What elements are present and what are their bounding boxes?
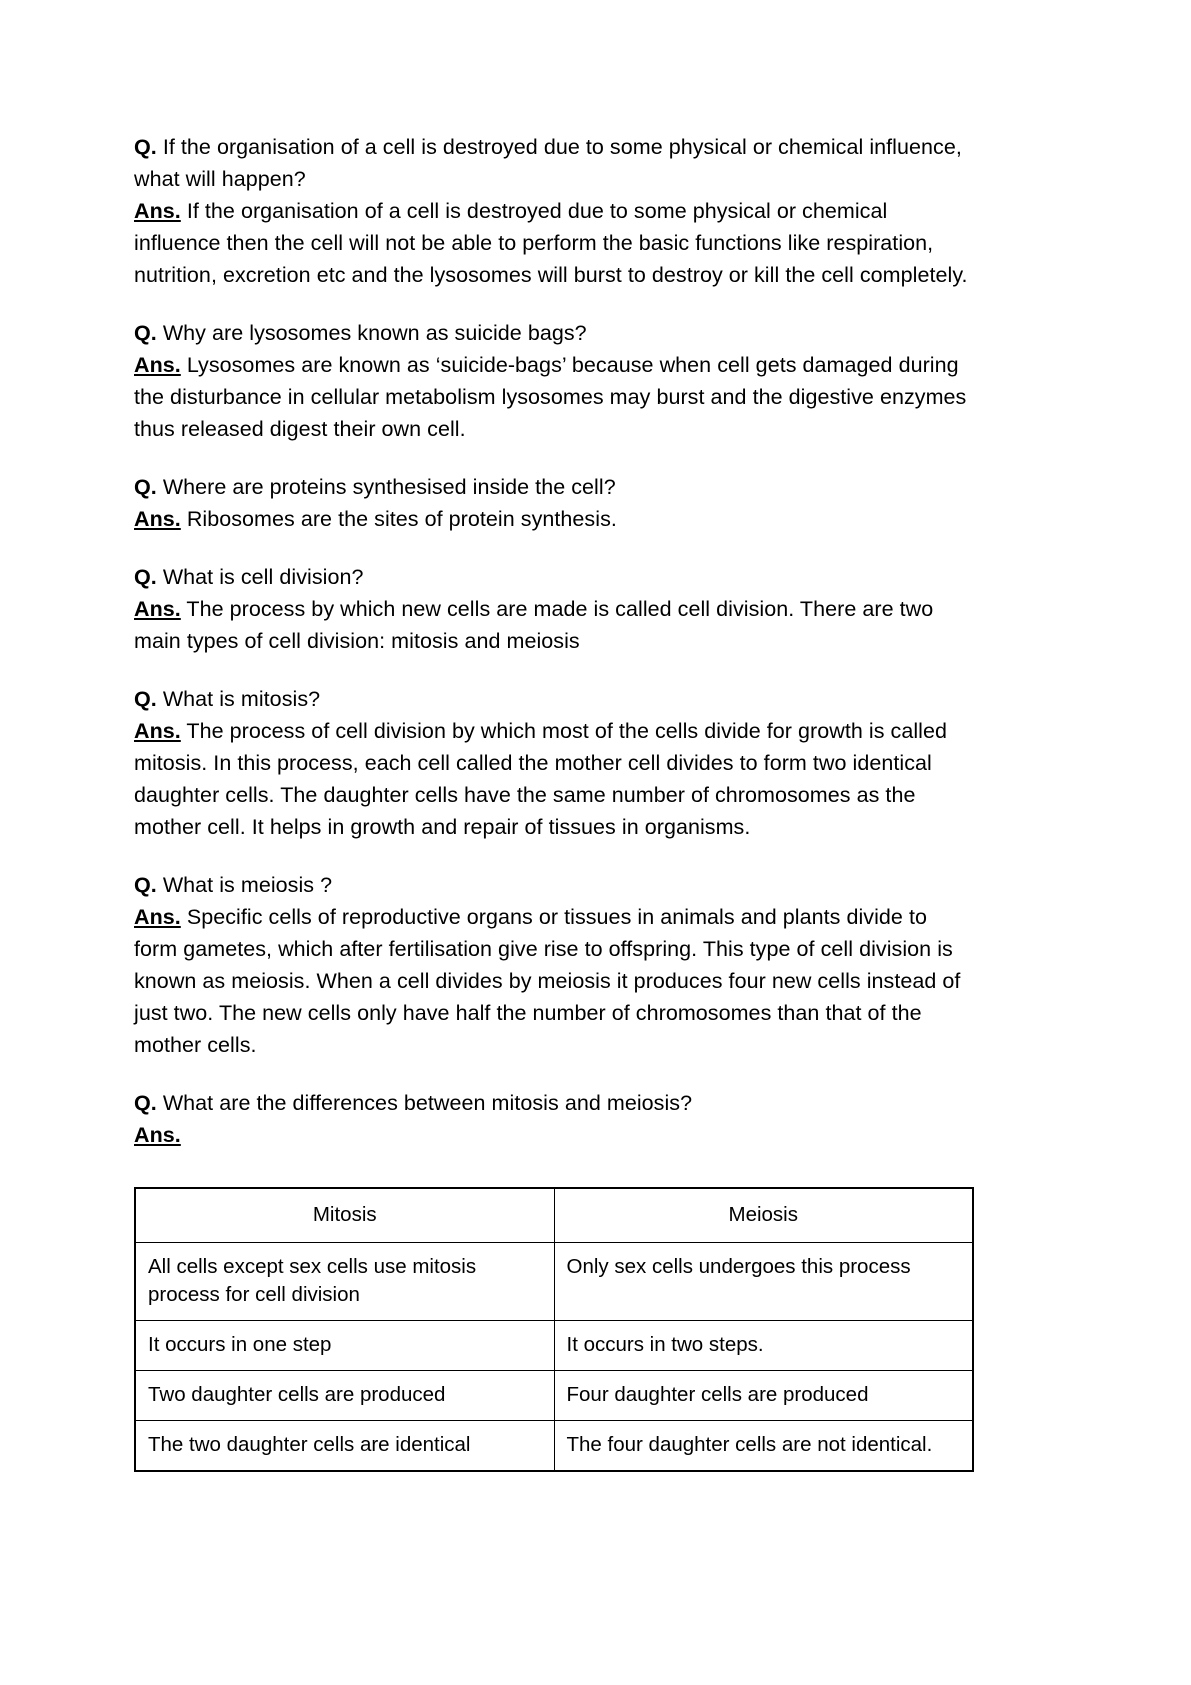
qa-block (134, 131, 972, 291)
table-row (135, 1421, 973, 1472)
answer-label: Ans. (134, 353, 181, 377)
question-text: If the organisation of a cell is destroyed due to some physical or chemical influence, what will happen? (134, 135, 962, 191)
question-line (134, 471, 972, 503)
answer-text: If the organisation of a cell is destroyed due to some physical or chemical influence then the cell will not be able to perform the basic functions like respiration, nutrition, excretion etc and the lysosomes will burst to destroy or kill the cell completely. (134, 199, 968, 287)
table-cell-meiosis: The four daughter cells are not identical. (554, 1421, 973, 1472)
question-line (134, 683, 972, 715)
table-row (135, 1243, 973, 1321)
mitosis-meiosis-comparison-table (134, 1187, 974, 1472)
qa-block (134, 683, 972, 843)
question-label: Q. (134, 565, 157, 589)
table-cell-mitosis: Two daughter cells are produced (135, 1371, 554, 1421)
table-cell-mitosis: The two daughter cells are identical (135, 1421, 554, 1472)
answer-line (134, 349, 972, 445)
answer-text: The process by which new cells are made is called cell division. There are two main types of cell division: mitosis and meiosis (134, 597, 934, 653)
answer-line (134, 593, 972, 657)
table-cell-mitosis: It occurs in one step (135, 1321, 554, 1371)
answer-label: Ans. (134, 905, 181, 929)
answer-label: Ans. (134, 199, 181, 223)
question-text: Why are lysosomes known as suicide bags? (156, 321, 587, 345)
document-body (134, 131, 972, 1472)
column-header-mitosis: Mitosis (135, 1188, 554, 1243)
column-header-meiosis: Meiosis (554, 1188, 973, 1243)
question-text: What is cell division? (156, 565, 364, 589)
table-cell-meiosis: It occurs in two steps. (554, 1321, 973, 1371)
table-row (135, 1371, 973, 1421)
answer-text: Lysosomes are known as ‘suicide-bags’ because when cell gets damaged during the disturbance in cellular metabolism lysosomes may burst and the digestive enzymes thus released digest their own cell. (134, 353, 967, 441)
table-row (135, 1321, 973, 1371)
question-line (134, 1087, 972, 1119)
question-text: What is meiosis ? (156, 873, 333, 897)
question-label: Q. (134, 321, 157, 345)
question-line (134, 561, 972, 593)
question-label: Q. (134, 475, 157, 499)
qa-block (134, 317, 972, 445)
question-label: Q. (134, 1091, 157, 1115)
answer-line (134, 715, 972, 843)
answer-label: Ans. (134, 597, 181, 621)
question-label: Q. (134, 687, 157, 711)
qa-block (134, 1087, 972, 1151)
question-text: What are the differences between mitosis and meiosis? (156, 1091, 693, 1115)
question-line (134, 317, 972, 349)
question-line (134, 131, 972, 195)
answer-line (134, 1119, 972, 1151)
comparison-table-container (134, 1187, 972, 1472)
question-label: Q. (134, 135, 157, 159)
answer-line (134, 503, 972, 535)
answer-line (134, 901, 972, 1061)
qa-block (134, 869, 972, 1061)
answer-text: Specific cells of reproductive organs or tissues in animals and plants divide to form gametes, which after fertilisation give rise to offspring. This type of cell division is known as meiosis. When a cell divides by meiosis it produces four new cells instead of just two. The new cells only have half the number of chromosomes than that of the mother cells. (134, 905, 961, 1057)
question-text: What is mitosis? (156, 687, 321, 711)
question-text: Where are proteins synthesised inside the cell? (156, 475, 616, 499)
answer-label: Ans. (134, 719, 181, 743)
qa-block (134, 471, 972, 535)
answer-text: Ribosomes are the sites of protein synthesis. (180, 507, 617, 531)
table-cell-meiosis: Four daughter cells are produced (554, 1371, 973, 1421)
table-cell-meiosis: Only sex cells undergoes this process (554, 1243, 973, 1321)
answer-text: The process of cell division by which most of the cells divide for growth is called mitosis. In this process, each cell called the mother cell divides to form two identical daughter cells. The daughter cells have the same number of chromosomes as the mother cell. It helps in growth and repair of tissues in organisms. (134, 719, 947, 839)
question-line (134, 869, 972, 901)
answer-line (134, 195, 972, 291)
qa-block (134, 561, 972, 657)
answer-label: Ans. (134, 1123, 181, 1147)
question-label: Q. (134, 873, 157, 897)
answer-label: Ans. (134, 507, 181, 531)
table-header-row (135, 1188, 973, 1243)
table-cell-mitosis: All cells except sex cells use mitosis process for cell division (135, 1243, 554, 1321)
